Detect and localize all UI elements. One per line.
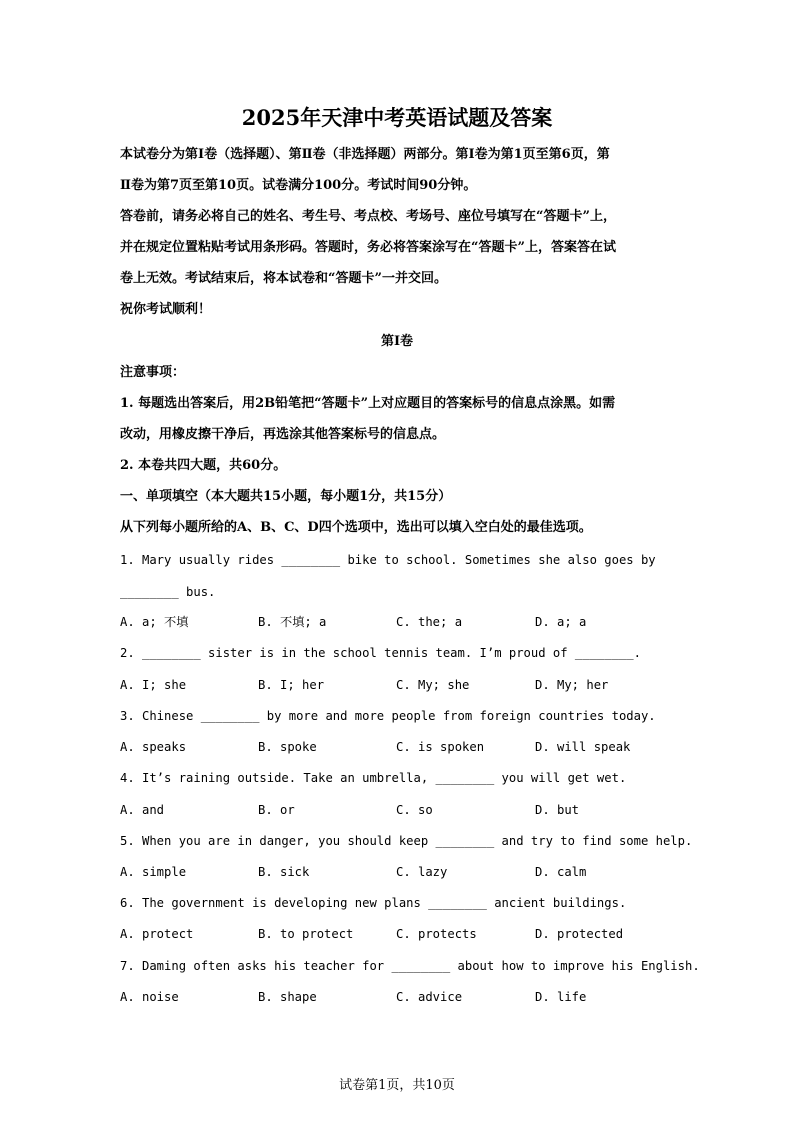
option-a: A. a; 不填	[120, 615, 189, 629]
option-c: C. so	[396, 803, 433, 817]
option-b: B. shape	[258, 990, 317, 1004]
question-stem: 5. When you are in danger, you should keep ________ and try to find some help.	[120, 834, 693, 848]
option-d: D. will speak	[535, 740, 631, 754]
question-stem: 6. The government is developing new plans ________ ancient buildings.	[120, 896, 627, 910]
note-line: 改动，用橡皮擦干净后，再选涂其他答案标号的信息点。	[120, 427, 446, 442]
question-stem: 7. Daming often asks his teacher for ________ about how to improve his English.	[120, 959, 700, 973]
option-a: A. I; she	[120, 678, 187, 692]
part-instruction: 从下列每小题所给的A、B、C、D四个选项中，选出可以填入空白处的最佳选项。	[120, 520, 592, 535]
option-d: D. protected	[535, 927, 624, 941]
option-b: B. spoke	[258, 740, 317, 754]
option-a: A. protect	[120, 927, 194, 941]
option-d: D. a; a	[535, 615, 587, 629]
intro-line: 并在规定位置粘贴考试用条形码。答题时，务必将答案涂写在“答题卡”上，答案答在试	[120, 240, 616, 255]
question-stem: 1. Mary usually rides ________ bike to school. Sometimes she also goes by	[120, 553, 656, 567]
option-a: A. simple	[120, 865, 187, 879]
option-d: D. My; her	[535, 678, 609, 692]
option-c: C. is spoken	[396, 740, 485, 754]
good-luck-line: 祝你考试顺利！	[120, 302, 212, 317]
intro-line: 答卷前，请务必将自己的姓名、考生号、考点校、考场号、座位号填写在“答题卡”上，	[120, 209, 616, 224]
option-d: D. life	[535, 990, 587, 1004]
intro-line: Ⅱ卷为第7页至第10页。试卷满分100分。考试时间90分钟。	[120, 178, 477, 193]
option-b: B. sick	[258, 865, 310, 879]
question-stem: ________ bus.	[120, 585, 216, 599]
option-b: B. or	[258, 803, 295, 817]
document-title: 2025年天津中考英语试题及答案	[241, 105, 553, 130]
option-b: B. I; her	[258, 678, 325, 692]
option-d: D. but	[535, 803, 580, 817]
option-c: C. protects	[396, 927, 477, 941]
option-a: A. noise	[120, 990, 179, 1004]
intro-line: 本试卷分为第Ⅰ卷（选择题）、第Ⅱ卷（非选择题）两部分。第Ⅰ卷为第1页至第6页，第	[120, 147, 610, 162]
notes-heading: 注意事项：	[120, 365, 186, 380]
option-a: A. speaks	[120, 740, 187, 754]
option-a: A. and	[120, 803, 165, 817]
option-c: C. My; she	[396, 678, 470, 692]
intro-line: 卷上无效。考试结束后，将本试卷和“答题卡”一并交回。	[120, 271, 447, 286]
option-c: C. the; a	[396, 615, 463, 629]
part-heading: 一、单项填空（本大题共15小题，每小题1分，共15分）	[120, 489, 452, 504]
section-heading: 第Ⅰ卷	[380, 334, 414, 349]
question-stem: 4. It’s raining outside. Take an umbrella, ________ you will get wet.	[120, 771, 627, 785]
note-line: 2. 本卷共四大题，共60分。	[120, 458, 287, 473]
page-footer: 试卷第1页，共10页	[339, 1078, 455, 1093]
option-b: B. 不填; a	[258, 615, 327, 629]
question-stem: 2. ________ sister is in the school tennis team. I’m proud of ________.	[120, 646, 641, 660]
option-d: D. calm	[535, 865, 587, 879]
note-line: 1. 每题选出答案后，用2B铅笔把“答题卡”上对应题目的答案标号的信息点涂黑。如需	[120, 396, 616, 411]
option-c: C. advice	[396, 990, 463, 1004]
question-stem: 3. Chinese ________ by more and more people from foreign countries today.	[120, 709, 656, 723]
option-b: B. to protect	[258, 927, 354, 941]
option-c: C. lazy	[396, 865, 448, 879]
